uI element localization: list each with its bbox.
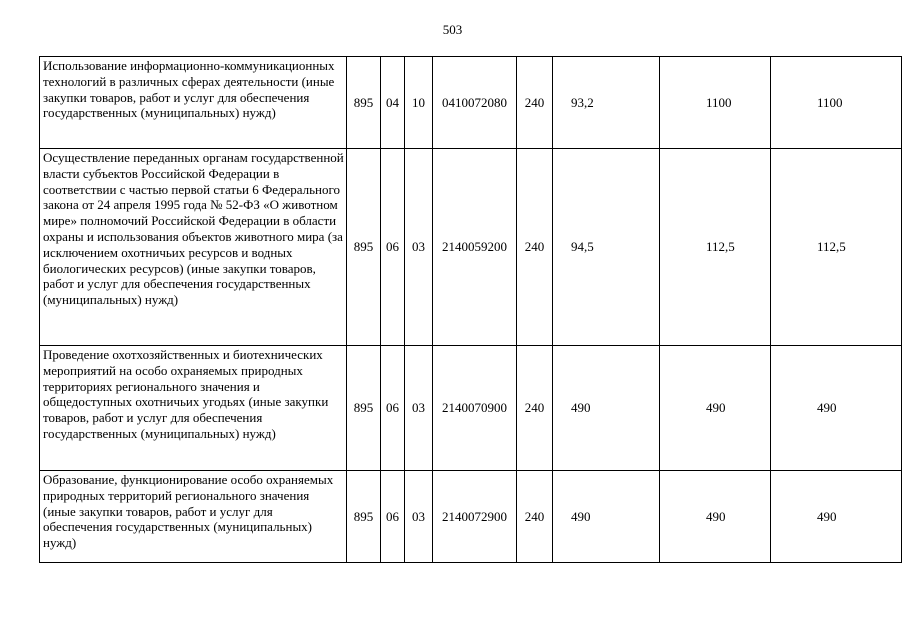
- target-article-code: 2140072900: [433, 471, 517, 563]
- amount-1: 490: [553, 471, 660, 563]
- expense-type-code: 240: [517, 57, 553, 149]
- expense-type-code: 240: [517, 149, 553, 346]
- ministry-code: 895: [347, 149, 381, 346]
- table-row: [40, 149, 902, 346]
- table-row: [40, 346, 902, 471]
- subsection-code: 03: [405, 149, 433, 346]
- section-code: 06: [381, 346, 405, 471]
- subsection-code: 03: [405, 346, 433, 471]
- section-code: 06: [381, 471, 405, 563]
- budget-table: [39, 56, 902, 563]
- target-article-code: 2140059200: [433, 149, 517, 346]
- target-article-code: 2140070900: [433, 346, 517, 471]
- subsection-code: 03: [405, 471, 433, 563]
- amount-2: 490: [660, 346, 771, 471]
- ministry-code: 895: [347, 471, 381, 563]
- amount-1: 94,5: [553, 149, 660, 346]
- expense-type-code: 240: [517, 346, 553, 471]
- amount-1: 490: [553, 346, 660, 471]
- table-row: [40, 471, 902, 563]
- section-code: 06: [381, 149, 405, 346]
- amount-2: 1100: [660, 57, 771, 149]
- amount-2: 490: [660, 471, 771, 563]
- section-code: 04: [381, 57, 405, 149]
- subsection-code: 10: [405, 57, 433, 149]
- page-number: 503: [442, 22, 463, 37]
- ministry-code: 895: [347, 57, 381, 149]
- row-description: Использование информационно-коммуникационных технологий в различных сферах деятельности (иные закупки товаров, работ и услуг для обеспечения государственных (муниципальных) нужд): [40, 57, 347, 149]
- ministry-code: 895: [347, 346, 381, 471]
- amount-3: 112,5: [771, 149, 902, 346]
- amount-2: 112,5: [660, 149, 771, 346]
- amount-3: 1100: [771, 57, 902, 149]
- row-description: Проведение охотхозяйственных и биотехнических мероприятий на особо охраняемых природных территориях регионального значения и общедоступных охотничьих угодьях (иные закупки товаров, работ и услуг для обеспечения государственных (муниципальных) нужд): [40, 346, 347, 471]
- row-description: Осуществление переданных органам государственной власти субъектов Российской Федерации в соответствии с частью первой статьи 6 Федерального закона от 24 апреля 1995 года № 52-ФЗ «О животном мире» полномочий Российской Федерации в области охраны и использования объектов животного мира (за исключением охотничьих ресурсов и водных биологических ресурсов) (иные закупки товаров, работ и услуг для обеспечения государственных (муниципальных) нужд): [40, 149, 347, 346]
- amount-3: 490: [771, 471, 902, 563]
- amount-3: 490: [771, 346, 902, 471]
- table-row: [40, 57, 902, 149]
- target-article-code: 0410072080: [433, 57, 517, 149]
- amount-1: 93,2: [553, 57, 660, 149]
- expense-type-code: 240: [517, 471, 553, 563]
- row-description: Образование, функционирование особо охраняемых природных территорий регионального значения (иные закупки товаров, работ и услуг для обеспечения государственных (муниципальных) нужд): [40, 471, 347, 563]
